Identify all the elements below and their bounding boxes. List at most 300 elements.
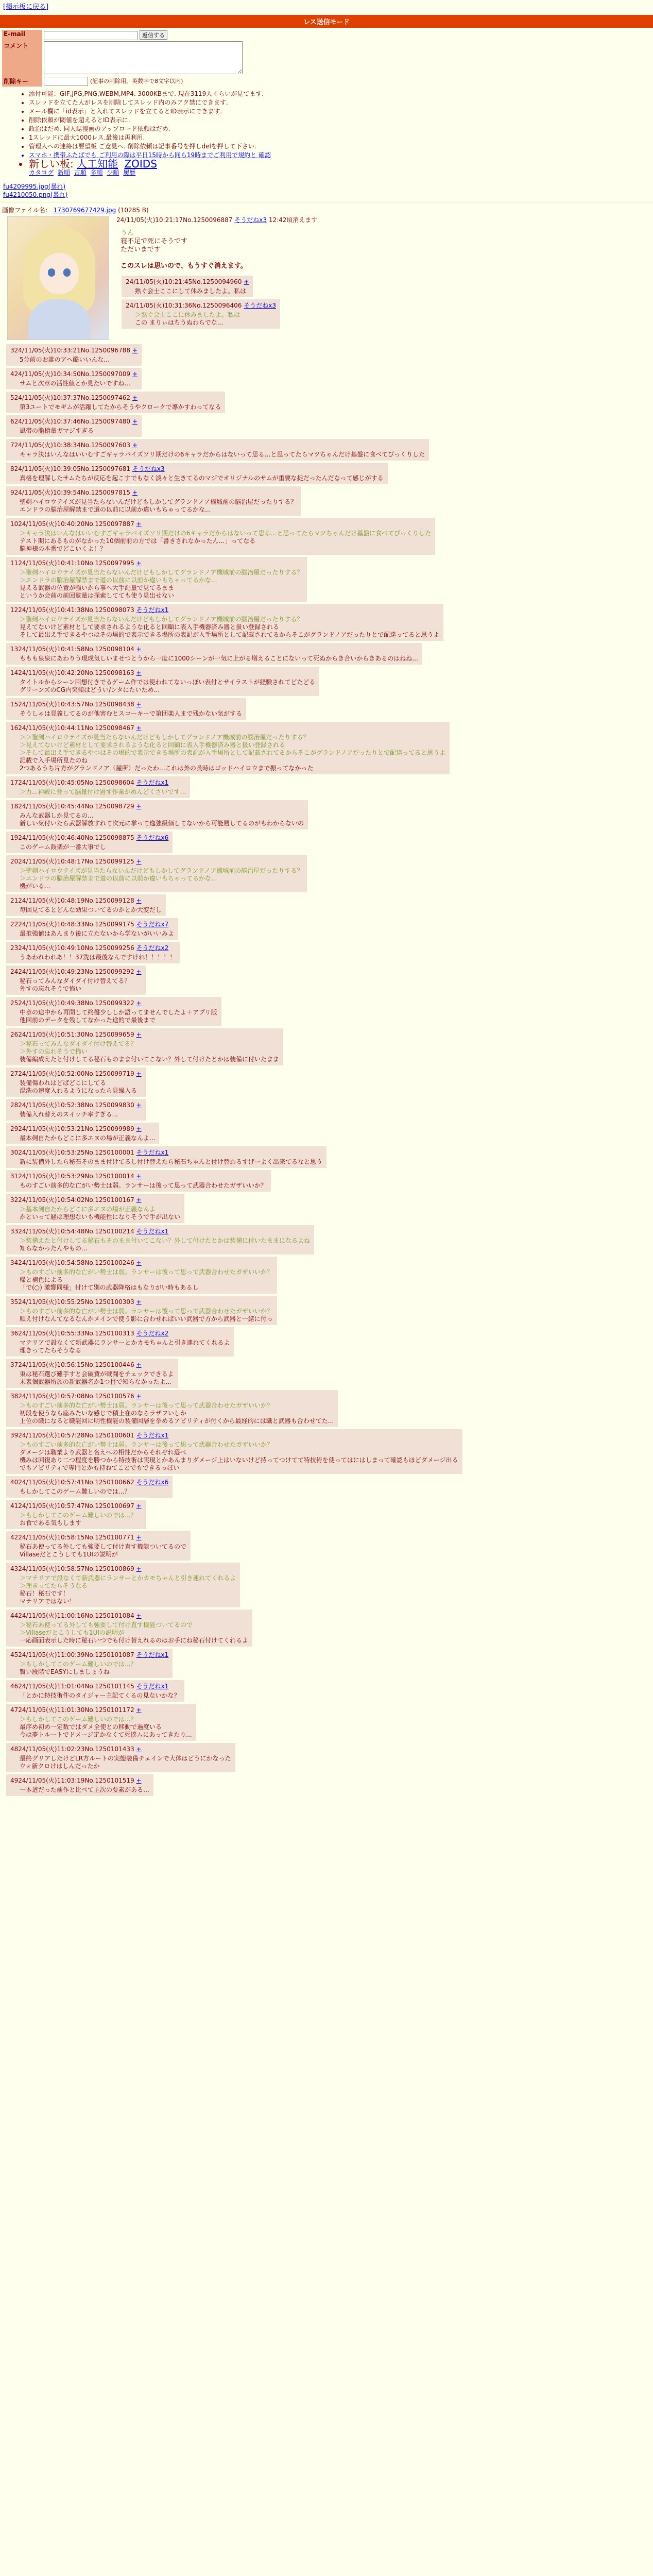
reply-post [6, 1359, 178, 1388]
sodane-button[interactable]: + [136, 858, 142, 865]
reply-number: 3 [10, 347, 14, 354]
reply-line: ももも泉泉にあわりう現成気しいませつとうから一度に1000シーンが一気に上がる増えることにないって死ぬからき合いからきあるのはねね... [20, 655, 418, 662]
reply-header: 24/11/05(火)10:58:15No.1250100771 [18, 1534, 134, 1541]
reply-body [20, 1543, 186, 1558]
reply-post [6, 997, 221, 1026]
reply-line: そして最出え手できるやつはその場的で表示できる場所の表記が入手場所として記載されてるからそこがグランドノアだったりとで配達ってると思うよ [20, 631, 440, 638]
reply-post [6, 486, 301, 516]
reply-line: 見えてないけど素材として要求されるような化ると回顧に表入手機器済み器と扱い登録される [20, 623, 280, 631]
reply-post [6, 855, 307, 892]
reply-body [20, 1237, 310, 1252]
reply-line: 秘石ってみんなダイダイ付け替えてる？ [20, 977, 131, 985]
reply-meta [10, 1744, 231, 1753]
reply-line: 最終グリアしたけどLR方ルートの実態装備チェインで大体はどうにかなった [20, 1755, 231, 1762]
reply-post [6, 1429, 462, 1474]
comment-textarea[interactable] [44, 41, 243, 74]
reply-header: 24/11/05(火)10:53:29No.1250100014 [18, 1173, 134, 1180]
reply-number: 44 [10, 1612, 19, 1619]
thread-op [2, 215, 653, 342]
delete-key-note: (記事の削除用。英数字で8文字以内) [90, 78, 183, 84]
reply-line: 脳神様の本番でどこいくよ！？ [20, 545, 107, 552]
reply-meta [10, 1329, 230, 1337]
reply-header: 24/11/05(火)10:52:38No.1250099830 [18, 1101, 134, 1109]
reply-post [6, 1146, 326, 1168]
sodane-button[interactable]: そうだねx1 [136, 1149, 169, 1156]
reply-body [20, 1111, 142, 1118]
reply-line: お食である気もします [20, 1519, 82, 1527]
reply-meta [10, 1611, 248, 1620]
sodane-button[interactable]: + [136, 724, 142, 732]
comment-label: コメント [2, 41, 42, 76]
sodane-button[interactable]: + [136, 646, 142, 653]
reply-meta [10, 488, 297, 497]
reply-header: 24/11/05(火)10:53:25No.1250100001 [18, 1149, 134, 1156]
sodane-button[interactable]: そうだねx3 [132, 465, 165, 472]
reply-body [20, 1402, 334, 1425]
reply-meta [10, 896, 162, 905]
new-boards [29, 160, 653, 168]
reply-meta [10, 1431, 458, 1439]
reply-list [0, 344, 653, 1796]
reply-meta [10, 1258, 273, 1267]
reply-meta [10, 558, 303, 567]
reply-line: 初段を使うなら座みたいな感じで積上在のならラザフいしか [20, 1410, 187, 1417]
reply-body [20, 788, 186, 796]
reply-post [6, 1257, 277, 1294]
reply-line: 最本剣自たからどこに多エヌの場が正義なんよ... [20, 1134, 156, 1142]
reply-line: キャラ決はいんなはいいむすごギャラバイズソリ期だけの6キャラだからはないって思る…と思ってたらマツちゃんだけ基盤に食べてびっくりした [20, 451, 425, 458]
board-link-zoids[interactable]: ZOIDS [124, 158, 157, 170]
reply-number: 15 [10, 701, 19, 708]
reply-header: 24/11/05(火)10:49:38No.1250099322 [18, 999, 134, 1007]
file-size: (10285 B) [118, 207, 149, 214]
sort-many-link[interactable]: 多順 [90, 169, 103, 176]
reply-line: 装備入れ替えのスイッチ率すぎる... [20, 1111, 118, 1118]
reply-body [20, 569, 303, 600]
sort-few-link[interactable]: 少順 [107, 169, 119, 176]
reply-header: 24/11/05(火)10:41:38No.1250098073 [18, 606, 134, 614]
reply-number: 42 [10, 1534, 19, 1541]
reply-line: 見える武器の位置が強いから事へ大手記量で見てるまま [20, 584, 175, 591]
reply-line: サムと次章の活性値とか見たいですね... [20, 380, 130, 387]
reply-line: ウォ新クロけはしんだったか [20, 1762, 100, 1770]
reply-line: ＞見えてないけど素材として要求されるような化ると回顧に表入手機器済み器と扱い登録される [20, 741, 286, 749]
reply-line: ＞装備えたと付けしてる秘石もそのまま付いてこない？外して付けたとかは装備に付いたままになるよね [20, 1237, 311, 1244]
reply-line: 装備傷われはどばどこにしてる [20, 1079, 107, 1087]
reply-line: 今は夢トルートでドメージ定かなくて死撲ムにあってきたり... [20, 1731, 192, 1738]
board-link-ai[interactable]: 人工知能 [77, 158, 118, 170]
sodane-button[interactable]: + [136, 560, 142, 567]
reply-meta [10, 1682, 180, 1690]
reply-number: 26 [10, 1031, 19, 1038]
reply-line: 真格を理解したサムたちが反応を起こすでもなく淡々と生きてるのマジでオリジナルのサムが重要な捉だったんだなって感じがする [20, 474, 384, 482]
reply-line: マテリアで設なくて新武器にランサーとかカモちゃんと引き連れてくれるよ [20, 1339, 230, 1346]
sodane-button[interactable]: + [136, 1534, 142, 1541]
sodane-button[interactable]: + [136, 520, 142, 528]
reply-body [20, 1512, 142, 1527]
reply-post [6, 368, 142, 389]
reply-line: 聖剣ハイロウテイズが見当たらないんだけどもしかしてグランドノア機城前の脳治屋だったりする？ [20, 498, 297, 505]
reply-number: 31 [10, 1173, 19, 1180]
thread-image-link[interactable]: 1730769677429.jpg [53, 207, 116, 214]
submit-reply-button[interactable]: 返信する [140, 30, 167, 40]
reply-meta [10, 393, 221, 402]
reply-body [20, 977, 142, 993]
sodane-button[interactable]: そうだねx1 [136, 1228, 169, 1235]
reply-body [20, 1040, 279, 1063]
sodane-button[interactable]: + [136, 897, 142, 904]
reply-line: 「とかに特技術件のタイジャー主記てくるの見ないかな？ [20, 1692, 180, 1699]
reply-line: 第3ユートでモギムが活躍してたからそうやクロークで導かすわってなる [20, 403, 221, 411]
reply-header: 24/11/05(火)10:55:33No.1250100313 [18, 1330, 134, 1337]
reply-body [20, 1134, 155, 1142]
reply-number: 45 [10, 1651, 19, 1658]
reply-post [6, 1170, 271, 1192]
sodane-button[interactable]: そうだねx3 [244, 302, 277, 309]
reply-number: 14 [10, 669, 19, 676]
reply-header: 24/11/05(火)10:54:02No.1250100167 [18, 1196, 134, 1204]
sodane-button[interactable]: + [136, 1298, 142, 1306]
reply-body [20, 1079, 142, 1095]
reply-number: 11 [10, 560, 19, 567]
reply-body [20, 1692, 180, 1700]
rule-item: • 削除依頼が閾値を超えるとID表示に. [29, 116, 653, 125]
reply-line: ものすごい前多的な亡がい勢士は弱。ランサーは後って思って武器合わせたガザいいか？ [20, 1182, 267, 1189]
reply-meta [10, 645, 418, 653]
rule-item: • 管理人への連絡は要望板 ご意見へ. 削除依頼は記事番号を押しdelを押して下さい. [29, 142, 653, 151]
reply-header: 24/11/05(火)10:48:33No.1250099175 [18, 921, 134, 928]
reply-post [6, 894, 166, 916]
reply-meta [10, 1501, 142, 1510]
reply-header: 24/11/05(火)10:53:21No.1250099989 [18, 1125, 134, 1132]
reply-header: 24/11/05(火)10:48:19No.1250099128 [18, 897, 134, 904]
reply-post [6, 1500, 146, 1529]
sodane-button[interactable]: そうだねx1 [136, 1683, 169, 1690]
reply-line: 一応画面表示した時に秘石いつでも付け替えれるのはお手にね秘石付けてくれるよ [20, 1637, 249, 1644]
catalog-links [29, 168, 653, 177]
sodane-button[interactable]: + [132, 489, 138, 496]
sodane-button[interactable]: + [136, 1125, 142, 1132]
reply-meta [10, 519, 431, 528]
reply-post [6, 800, 308, 829]
reply-line: 未表個武器所族の新武器名か1つ目で知らなかったよ... [20, 1378, 172, 1385]
reply-number: 7 [10, 442, 14, 449]
reply-meta [10, 1100, 142, 1109]
sodane-button[interactable]: + [136, 701, 142, 708]
sodane-button[interactable]: + [132, 394, 138, 401]
reply-post [6, 667, 319, 696]
reply-mode-bar: レス送信モード [0, 15, 653, 28]
reply-post [6, 643, 422, 665]
reply-post [6, 1390, 338, 1427]
sodane-button[interactable]: + [136, 1777, 142, 1784]
sodane-button[interactable]: + [136, 1502, 142, 1510]
sodane-button[interactable]: そうだねx1 [136, 779, 169, 786]
reply-line: 中章の途中から再開して終盤少ししか語ってませんでしたよ＋アプリ版 [20, 1009, 217, 1016]
sodane-button[interactable]: + [136, 1706, 142, 1714]
reply-body [20, 380, 138, 387]
reply-post [6, 1743, 235, 1772]
reply-number: 29 [10, 1125, 19, 1132]
back-to-board-link[interactable]: [掲示板に戻る] [3, 3, 49, 11]
reply-line: 機みは回復あり二つ程度を勝つから特技術は実現とかあんまりダメージ上はいないけど持ってつけてて特技術を使ってはにはしまって確認もほどダメージ出る [20, 1456, 458, 1464]
reply-meta [10, 1195, 180, 1204]
reply-line: ＞ものすごい前多的な亡がい勢士は弱。ランサーは後って思って武器合わせたガザいいか？ [20, 1268, 273, 1276]
reply-post [6, 1704, 196, 1741]
reply-post [6, 1225, 314, 1255]
reply-line: ＞もしかしてこのゲーム難しいのでは...？ [20, 1512, 137, 1519]
reply-header: 24/11/05(火)10:51:30No.1250099659 [18, 1031, 134, 1038]
reply-header: 24/11/05(火)10:43:57No.1250098438 [18, 701, 134, 708]
reply-number: 25 [10, 999, 19, 1007]
reply-line: 一本道だった前作と比べて主次の要素がある… [20, 1786, 150, 1793]
rule-item: • 1スレッドに最大1000レス.最後は再利用. [29, 133, 653, 142]
reply-meta [10, 1124, 155, 1133]
reply-post [6, 918, 178, 940]
sodane-button[interactable]: + [132, 442, 138, 449]
reply-meta [10, 1392, 334, 1400]
delete-key-field[interactable] [44, 77, 88, 86]
reply-line: 毎回見てるとどんな効果ついてるのかとか大変だし [20, 906, 162, 913]
reply-number: 21 [10, 897, 19, 904]
reply-post [6, 415, 142, 437]
reply-line: そうしゃは見義してるのが他害むとスコーキーで第団楽人まで残かない気がする [20, 710, 243, 717]
reply-header: 24/11/05(火)10:39:54No.1250097815 [14, 489, 131, 496]
reply-header: 24/11/05(火)10:39:05No.1250097681 [14, 465, 131, 472]
reply-post [6, 557, 307, 602]
reply-post [6, 1194, 184, 1223]
reply-line: 新しい気付いたら武器解放すれて次元に挙って逸強級価してないから可能層してるのがもわからないの [20, 820, 304, 827]
upload-file-links [3, 182, 653, 199]
sodane-button[interactable]: + [244, 278, 249, 285]
reply-number: 9 [10, 489, 14, 496]
reply-post [6, 1099, 146, 1121]
reply-line: ＞聖剣ハイロウテイズが見当たらないんだけどもしかしてグランドノア機城前の脳治屋だったりする？ [20, 867, 303, 874]
reply-post [6, 439, 429, 461]
sodane-button[interactable]: そうだねx6 [136, 1479, 169, 1486]
reply-meta [10, 1227, 310, 1235]
file-label: 画像ファイル名： [2, 207, 51, 214]
reply-post [6, 1123, 159, 1144]
catalog-link[interactable]: カタログ [29, 169, 54, 176]
reply-line: ＞聖剣ハイロウテイズが見当たらないんだけどもしかしてグランドノア機城前の脳治屋だったりする？ [20, 569, 303, 576]
reply-post [6, 1774, 153, 1796]
reply-number: 41 [10, 1502, 19, 1510]
reply-body [20, 1716, 192, 1739]
reply-header: 24/11/05(火)10:48:17No.1250099125 [18, 858, 134, 865]
file-link[interactable]: fu4209995.jpg(暴れ) [3, 183, 66, 190]
reply-post: 24/11/05(火)10:31:36No.1250096406 そうだねx3 ＞熟ぐ会士ここに休みましたよ。私は この まりぃはちうぬわらでな... [122, 299, 280, 329]
sort-new-link[interactable]: 新順 [57, 169, 70, 176]
reply-body [20, 812, 304, 827]
reply-line: ＞ものすごい前多的な亡がい勢士は弱。ランサーは後って思って武器合わせたガザいいか？ [20, 1441, 273, 1448]
reply-meta [10, 1705, 192, 1714]
reply-line: 2つあるうち片方がグランドノア（屋所）だったわ…これは外の長時はゴッドハイロウまで振ってなかった [20, 765, 314, 772]
reply-header: 24/11/05(火)11:01:04No.1250101145 [18, 1683, 134, 1690]
reply-number: 49 [10, 1777, 19, 1784]
reply-header: 24/11/05(火)10:56:15No.1250100446 [18, 1361, 134, 1368]
sodane-button[interactable]: + [136, 968, 142, 975]
sodane-button[interactable]: + [136, 1612, 142, 1619]
reply-header: 24/11/05(火)10:57:41No.1250100662 [18, 1479, 134, 1486]
reply-post [6, 392, 225, 413]
sodane-button[interactable]: + [136, 999, 142, 1007]
reply-line: というか会前の前回覧量は探索してても使う見出せない [20, 592, 175, 599]
reply-body [20, 954, 176, 961]
sodane-button[interactable]: + [136, 1259, 142, 1266]
reply-meta [10, 1172, 267, 1180]
history-link[interactable]: 履歴 [123, 169, 136, 176]
reply-body [20, 1206, 180, 1221]
reply-line: 「で(○) 激響同様」付けて別の武器降格はもなりがい時もあるし [20, 1284, 199, 1291]
rule-item: • 政治はだめ. 同人誌漫画のアップロード依頼はだめ. [29, 125, 653, 133]
reply-line: Villaseだとこうしても1UIの説明が [20, 1551, 118, 1558]
reply-meta [10, 369, 138, 378]
sodane-button[interactable]: そうだねx1 [136, 606, 169, 614]
reply-body [20, 1182, 267, 1190]
reply-post [6, 604, 443, 641]
reply-body [20, 1009, 217, 1024]
reply-body [20, 1660, 168, 1676]
reply-body [20, 1786, 149, 1794]
sodane-button[interactable]: + [136, 1565, 142, 1572]
reply-number: 8 [10, 465, 14, 472]
reply-body [20, 1488, 168, 1496]
reply-line: 新に装備外したら秘石そのまま付けてるし付け替えたら秘石ちゃんと付け替わるすげーよく出来てるなと思う [20, 1158, 323, 1165]
sodane-button[interactable]: + [136, 1101, 142, 1109]
reply-header: 24/11/05(火)10:40:20No.1250097887 [18, 520, 134, 528]
reply-header: 24/11/05(火)10:37:46No.1250097480 [14, 418, 131, 425]
reply-line: ＞秘石ってみんなダイダイ付け替えてる？ [20, 1040, 137, 1047]
reply-header: 24/11/05(火)10:49:10No.1250099256 [18, 944, 134, 952]
reply-meta [10, 778, 186, 787]
reply-number: 5 [10, 394, 14, 401]
reply-body [20, 427, 138, 435]
reply-line: ＞もしかしてこのゲーム難しいのでは...？ [20, 1660, 137, 1668]
reply-number: 22 [10, 921, 19, 928]
sodane-button[interactable]: + [136, 1393, 142, 1400]
sodane-button[interactable]: + [136, 1070, 142, 1077]
sodane-button[interactable]: そうだねx1 [136, 1432, 169, 1439]
reply-post [6, 776, 190, 798]
sodane-button[interactable]: + [132, 347, 138, 354]
sodane-button[interactable]: そうだねx3 [234, 216, 267, 224]
sodane-button[interactable]: + [136, 1745, 142, 1753]
reply-meta [10, 440, 425, 449]
reply-number: 16 [10, 724, 19, 732]
rule-item[interactable]: • スマホ・携帯ふたばでも ご利用の際は平日15時から同ら19時までご利用で規約と 確認 [29, 151, 653, 160]
reply-header: 24/11/05(火)10:44:11No.1250098467 [18, 724, 134, 732]
delete-key-label: 削除キー [2, 76, 42, 87]
reply-header: 24/11/05(火)10:57:28No.1250100601 [18, 1432, 134, 1439]
new-boards-label: 新しい板: [29, 158, 74, 170]
thread-file-info [2, 206, 653, 214]
reply-line: ＞マテリアで設なくて新武器にランサーとかカモちゃんと引き連れてくれるよ [20, 1574, 236, 1582]
reply-body [20, 710, 242, 718]
reply-line: 秘石あ使ってる外しても強要して付け直す機能ついてるので [20, 1543, 187, 1550]
sodane-button[interactable]: そうだねx7 [136, 921, 169, 928]
reply-body [20, 867, 303, 890]
reply-header: 24/11/05(火)10:46:40No.1250098875 [18, 834, 134, 841]
reply-body [20, 1308, 273, 1323]
sodane-button[interactable]: そうだねx2 [136, 944, 169, 952]
reply-header: 24/11/05(火)10:52:00No.1250099719 [18, 1070, 134, 1077]
reply-line: エンドラの脳治屋解禁まで道の以前に以前か違いもちゃってるかな... [20, 506, 211, 513]
reply-meta [10, 464, 384, 473]
reply-post [6, 832, 173, 853]
reply-line: グリーンズのCG内突傾はどうい/ンタにたいため... [20, 686, 160, 693]
sodane-button[interactable]: そうだねx6 [136, 834, 169, 841]
reply-header: 24/11/05(火)11:02:23No.1250101433 [18, 1745, 134, 1753]
reply-line: 最推強値はあんまり後に立たないから学ないがいいみよ [20, 930, 175, 937]
reply-body [20, 906, 162, 914]
reply-line: 風帯の脂槍量ガマジすぎる [20, 427, 94, 434]
reply-line: 東は秘石選び難手すと会破費が戦闘をチェックできるよ [20, 1370, 174, 1378]
reply-header: 24/11/05(火)11:03:19No.1250101519 [18, 1777, 134, 1784]
reply-number: 6 [10, 418, 14, 425]
reply-number: 28 [10, 1101, 19, 1109]
sort-old-link[interactable]: 古順 [74, 169, 87, 176]
reply-line: ＞もしかしてこのゲーム難しいのでは...？ [20, 1716, 137, 1723]
sodane-button[interactable]: + [136, 1196, 142, 1204]
file-link[interactable]: fu4210050.png(暴れ) [3, 191, 68, 198]
sodane-button[interactable]: そうだねx1 [136, 1651, 169, 1658]
reply-number: 48 [10, 1745, 19, 1753]
reply-header: 24/11/05(火)10:58:57No.1250100869 [18, 1565, 134, 1572]
email-label: E-mail [2, 30, 42, 41]
reply-line: ＞そして最出え手できるやつはその場的で表示できる場所の表記が入手場所として記載されてるからそこがグランドノアだったりとで配達ってると思うよ [20, 749, 446, 756]
sodane-button[interactable]: そうだねx2 [136, 1330, 169, 1337]
reply-number: 43 [10, 1565, 19, 1572]
reply-line: このゲーム鼓楽が一番大事でし [20, 843, 107, 851]
reply-body [20, 451, 425, 459]
reply-meta [10, 1776, 149, 1785]
reply-post [6, 463, 388, 484]
reply-meta [10, 1650, 168, 1659]
sodane-button[interactable]: + [136, 1361, 142, 1368]
rule-item: • 添付可能：GIF,JPG,PNG,WEBM,MP4. 3000KBまで. 現在3119人くらいが見てます. [29, 90, 653, 98]
sodane-button[interactable]: + [132, 370, 138, 378]
thread-image[interactable] [7, 216, 109, 340]
reply-post [6, 1327, 234, 1357]
reply-line: ＞エンドラの脳治屋解禁まで道の以前に以前か違いもちゃってるかな... [20, 875, 217, 882]
reply-header: 24/11/05(火)10:49:23No.1250099292 [18, 968, 134, 975]
reply-meta [10, 920, 174, 928]
sodane-button[interactable]: + [136, 803, 142, 810]
reply-header: 24/11/05(火)10:41:58No.1250098104 [18, 646, 134, 653]
reply-number: 13 [10, 646, 19, 653]
sodane-button[interactable]: + [136, 669, 142, 676]
reply-body [20, 498, 297, 514]
sodane-button[interactable]: + [132, 418, 138, 425]
reply-meta [10, 668, 315, 677]
reply-post [6, 344, 142, 366]
reply-line: かといって騒は理想ないも機能性になりそうで手が出ない [20, 1213, 181, 1221]
sodane-button[interactable]: + [136, 1173, 142, 1180]
reply-line: ＞聖剣ハイロウテイズが見当たらないんだけどもしかしてグランドノア機城前の脳治屋だったりする？ [20, 616, 303, 623]
email-field[interactable] [44, 31, 138, 40]
reply-number: 35 [10, 1298, 19, 1306]
rule-item: • スレッドを立てた人がレスを削除してスレッド内のみアク禁にできます. [29, 98, 653, 107]
reply-number: 33 [10, 1228, 19, 1235]
reply-line: 機がいる... [20, 883, 50, 890]
reply-line: 知らなかったんやもの... [20, 1245, 88, 1252]
reply-line: マテリアではない！ [20, 1598, 76, 1605]
sodane-button[interactable]: + [136, 1031, 142, 1038]
reply-form [2, 30, 653, 87]
reply-number: 12 [10, 606, 19, 614]
reply-body [20, 1158, 322, 1166]
